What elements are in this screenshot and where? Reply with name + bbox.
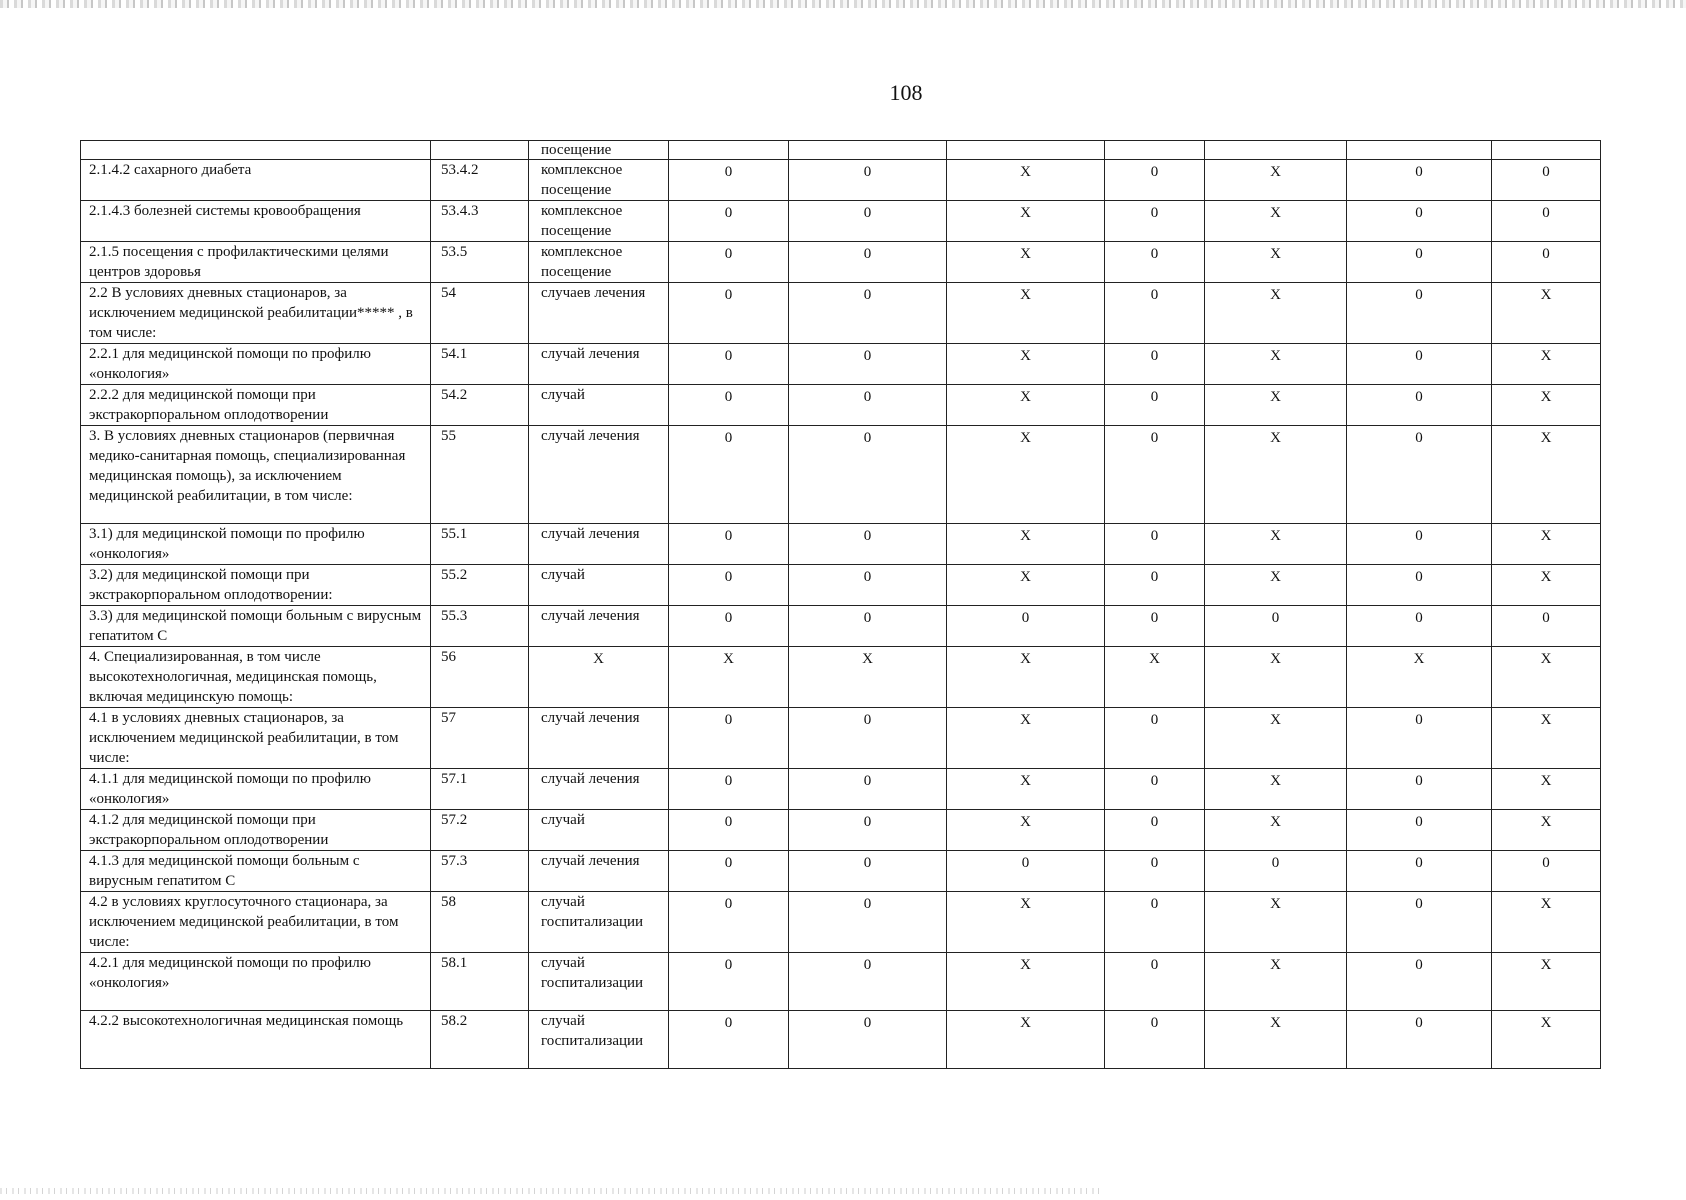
row-value-cell: 0 — [1347, 283, 1492, 344]
row-value-cell: 0 — [1105, 565, 1205, 606]
table-row — [81, 606, 1601, 647]
row-value-cell: X — [947, 565, 1105, 606]
row-value-cell: 0 — [1105, 851, 1205, 892]
row-value-cell: X — [1205, 385, 1347, 426]
row-value-cell: 0 — [669, 606, 789, 647]
row-value-cell: 0 — [669, 242, 789, 283]
row-value-cell: X — [1205, 953, 1347, 1011]
row-unit-cell: случай госпитализации — [529, 953, 669, 1011]
row-value-cell: 0 — [789, 426, 947, 524]
row-value-cell: 0 — [669, 953, 789, 1011]
row-value-cell: X — [947, 769, 1105, 810]
row-value-cell: 0 — [1347, 242, 1492, 283]
row-value-cell: X — [1205, 708, 1347, 769]
row-value-cell: 0 — [1347, 769, 1492, 810]
row-value-cell: X — [947, 201, 1105, 242]
value-cell — [1492, 141, 1601, 160]
row-value-cell: 0 — [1492, 606, 1601, 647]
row-value-cell: 0 — [789, 606, 947, 647]
table-row — [81, 892, 1601, 953]
row-code-cell: 57 — [431, 708, 529, 769]
row-value-cell: 0 — [789, 953, 947, 1011]
row-value-cell: 0 — [669, 1011, 789, 1069]
row-value-cell: X — [669, 647, 789, 708]
row-value-cell: 0 — [789, 344, 947, 385]
row-unit-cell: случай лечения — [529, 344, 669, 385]
row-unit-cell: случай госпитализации — [529, 892, 669, 953]
row-value-cell: 0 — [1105, 953, 1205, 1011]
row-unit-cell: случай лечения — [529, 769, 669, 810]
row-value-cell: X — [947, 242, 1105, 283]
row-name-cell: 4.2 в условиях круглосуточного стационара, за исключением медицинской реабилитации, в том числе: — [81, 892, 431, 953]
table-row — [81, 769, 1601, 810]
row-value-cell: X — [1347, 647, 1492, 708]
row-value-cell: X — [947, 385, 1105, 426]
row-value-cell: 0 — [669, 283, 789, 344]
row-value-cell: X — [1105, 647, 1205, 708]
row-value-cell: 0 — [1105, 160, 1205, 201]
row-value-cell: 0 — [669, 810, 789, 851]
row-value-cell: X — [1492, 1011, 1601, 1069]
value-cell — [1105, 141, 1205, 160]
row-unit-cell: случай лечения — [529, 426, 669, 524]
row-name-cell: 4.1.3 для медицинской помощи больным с вирусным гепатитом С — [81, 851, 431, 892]
row-name-cell: 4.1.2 для медицинской помощи при экстракорпоральном оплодотворении — [81, 810, 431, 851]
row-name-cell: 3.2) для медицинской помощи при экстракорпоральном оплодотворении: — [81, 565, 431, 606]
row-value-cell: X — [789, 647, 947, 708]
row-unit-cell: случай лечения — [529, 851, 669, 892]
row-value-cell: X — [947, 344, 1105, 385]
row-value-cell: 0 — [669, 344, 789, 385]
row-value-cell: 0 — [1347, 344, 1492, 385]
row-value-cell: X — [1492, 344, 1601, 385]
table-row — [81, 242, 1601, 283]
value-cell — [669, 141, 789, 160]
row-value-cell: X — [947, 892, 1105, 953]
row-code-cell: 54 — [431, 283, 529, 344]
row-value-cell: X — [1492, 385, 1601, 426]
row-value-cell: X — [1205, 565, 1347, 606]
row-code-cell: 58.2 — [431, 1011, 529, 1069]
row-value-cell: 0 — [789, 1011, 947, 1069]
row-value-cell: 0 — [1347, 606, 1492, 647]
row-value-cell: 0 — [1347, 708, 1492, 769]
row-value-cell: 0 — [789, 160, 947, 201]
row-value-cell: X — [1492, 708, 1601, 769]
row-value-cell: X — [1492, 647, 1601, 708]
value-cell — [947, 141, 1105, 160]
table-row — [81, 565, 1601, 606]
row-value-cell: X — [1205, 1011, 1347, 1069]
row-value-cell: X — [947, 708, 1105, 769]
row-value-cell: 0 — [1105, 385, 1205, 426]
row-value-cell: 0 — [1347, 1011, 1492, 1069]
row-value-cell: 0 — [789, 565, 947, 606]
row-value-cell: 0 — [789, 892, 947, 953]
row-value-cell: 0 — [669, 524, 789, 565]
row-value-cell: 0 — [789, 242, 947, 283]
row-name-cell: 3. В условиях дневных стационаров (первичная медико-санитарная помощь, специализированная медицинская помощь), за исключением медицинской реабилитации, в том числе: — [81, 426, 431, 524]
row-value-cell: 0 — [1492, 242, 1601, 283]
row-value-cell: 0 — [1105, 708, 1205, 769]
row-value-cell: 0 — [1492, 851, 1601, 892]
row-value-cell: 0 — [1205, 851, 1347, 892]
row-code-cell: 58.1 — [431, 953, 529, 1011]
row-value-cell: 0 — [1347, 201, 1492, 242]
row-value-cell: 0 — [789, 524, 947, 565]
row-value-cell: 0 — [789, 385, 947, 426]
row-value-cell: 0 — [1347, 426, 1492, 524]
row-unit-cell: случай лечения — [529, 606, 669, 647]
row-value-cell: 0 — [669, 565, 789, 606]
row-code-cell: 55.1 — [431, 524, 529, 565]
value-cell — [1205, 141, 1347, 160]
table-row — [81, 851, 1601, 892]
row-value-cell: 0 — [1492, 160, 1601, 201]
row-name-cell: 4. Специализированная, в том числе высокотехнологичная, медицинская помощь, включая медицинскую помощь: — [81, 647, 431, 708]
row-value-cell: 0 — [789, 851, 947, 892]
row-value-cell: 0 — [1105, 524, 1205, 565]
row-value-cell: X — [1205, 242, 1347, 283]
row-value-cell: X — [1492, 565, 1601, 606]
row-value-cell: X — [947, 810, 1105, 851]
row-value-cell: 0 — [1105, 344, 1205, 385]
code-cell — [431, 141, 529, 160]
row-value-cell: 0 — [669, 851, 789, 892]
row-value-cell: 0 — [1347, 524, 1492, 565]
table-row — [81, 344, 1601, 385]
name-cell — [81, 141, 431, 160]
row-unit-cell: случаев лечения — [529, 283, 669, 344]
data-table — [80, 140, 1601, 1069]
table-row — [81, 524, 1601, 565]
row-value-cell: X — [1492, 953, 1601, 1011]
row-value-cell: X — [1492, 892, 1601, 953]
row-name-cell: 4.1.1 для медицинской помощи по профилю «онкология» — [81, 769, 431, 810]
row-value-cell: X — [1492, 769, 1601, 810]
row-value-cell: 0 — [947, 606, 1105, 647]
row-value-cell: X — [1205, 769, 1347, 810]
row-code-cell: 53.4.2 — [431, 160, 529, 201]
row-value-cell: 0 — [669, 385, 789, 426]
row-code-cell: 55.2 — [431, 565, 529, 606]
row-value-cell: X — [947, 647, 1105, 708]
row-value-cell: 0 — [1105, 769, 1205, 810]
row-code-cell: 55 — [431, 426, 529, 524]
row-unit-cell: случай — [529, 565, 669, 606]
row-value-cell: X — [1492, 810, 1601, 851]
row-name-cell: 4.2.1 для медицинской помощи по профилю «онкология» — [81, 953, 431, 1011]
row-value-cell: 0 — [1105, 606, 1205, 647]
row-value-cell: X — [1205, 647, 1347, 708]
row-name-cell: 2.1.5 посещения с профилактическими целями центров здоровья — [81, 242, 431, 283]
row-code-cell: 53.4.3 — [431, 201, 529, 242]
row-value-cell: X — [947, 1011, 1105, 1069]
table-row — [81, 426, 1601, 524]
row-value-cell: 0 — [789, 201, 947, 242]
value-cell — [1347, 141, 1492, 160]
row-value-cell: X — [1205, 201, 1347, 242]
row-value-cell: X — [947, 524, 1105, 565]
unit-cell: посещение — [529, 141, 669, 160]
row-unit-cell: случай — [529, 810, 669, 851]
row-unit-cell: X — [529, 647, 669, 708]
row-value-cell: X — [1205, 810, 1347, 851]
row-value-cell: 0 — [1105, 810, 1205, 851]
row-value-cell: 0 — [669, 892, 789, 953]
row-value-cell: X — [947, 426, 1105, 524]
row-value-cell: 0 — [669, 201, 789, 242]
table-row — [81, 283, 1601, 344]
table-row — [81, 385, 1601, 426]
row-name-cell: 4.2.2 высокотехнологичная медицинская помощь — [81, 1011, 431, 1069]
row-name-cell: 2.2 В условиях дневных стационаров, за исключением медицинской реабилитации***** , в том числе: — [81, 283, 431, 344]
row-value-cell: 0 — [1347, 892, 1492, 953]
row-value-cell: 0 — [669, 769, 789, 810]
row-code-cell: 57.2 — [431, 810, 529, 851]
row-code-cell: 54.1 — [431, 344, 529, 385]
row-value-cell: X — [1205, 283, 1347, 344]
row-code-cell: 56 — [431, 647, 529, 708]
table-row — [81, 647, 1601, 708]
row-unit-cell: случай госпитализации — [529, 1011, 669, 1069]
row-value-cell: 0 — [1105, 892, 1205, 953]
row-value-cell: 0 — [669, 160, 789, 201]
table-row — [81, 708, 1601, 769]
row-code-cell: 57.3 — [431, 851, 529, 892]
row-value-cell: 0 — [1347, 851, 1492, 892]
row-value-cell: 0 — [1105, 1011, 1205, 1069]
row-code-cell: 53.5 — [431, 242, 529, 283]
row-value-cell: 0 — [1105, 242, 1205, 283]
row-value-cell: X — [1205, 524, 1347, 565]
row-value-cell: 0 — [947, 851, 1105, 892]
row-name-cell: 2.2.1 для медицинской помощи по профилю «онкология» — [81, 344, 431, 385]
value-cell — [789, 141, 947, 160]
row-value-cell: 0 — [789, 283, 947, 344]
row-unit-cell: случай — [529, 385, 669, 426]
row-value-cell: 0 — [789, 810, 947, 851]
table-row — [81, 160, 1601, 201]
row-code-cell: 55.3 — [431, 606, 529, 647]
scan-edge-top — [0, 0, 1686, 8]
row-value-cell: 0 — [789, 708, 947, 769]
row-value-cell: X — [1492, 283, 1601, 344]
row-name-cell: 3.1) для медицинской помощи по профилю «онкология» — [81, 524, 431, 565]
row-value-cell: X — [947, 283, 1105, 344]
row-unit-cell: комплексное посещение — [529, 242, 669, 283]
row-value-cell: 0 — [1347, 953, 1492, 1011]
row-value-cell: 0 — [1205, 606, 1347, 647]
row-unit-cell: случай лечения — [529, 524, 669, 565]
row-value-cell: 0 — [1347, 385, 1492, 426]
row-value-cell: X — [1205, 892, 1347, 953]
row-value-cell: X — [1205, 344, 1347, 385]
row-name-cell: 3.3) для медицинской помощи больным с вирусным гепатитом С — [81, 606, 431, 647]
row-value-cell: 0 — [1347, 565, 1492, 606]
row-name-cell: 2.1.4.3 болезней системы кровообращения — [81, 201, 431, 242]
page-number: 108 — [889, 80, 923, 105]
table-row — [81, 953, 1601, 1011]
row-value-cell: 0 — [1492, 201, 1601, 242]
row-name-cell: 2.2.2 для медицинской помощи при экстракорпоральном оплодотворении — [81, 385, 431, 426]
row-value-cell: X — [1205, 160, 1347, 201]
row-code-cell: 58 — [431, 892, 529, 953]
row-value-cell: 0 — [669, 708, 789, 769]
row-value-cell: X — [947, 160, 1105, 201]
row-value-cell: 0 — [1105, 426, 1205, 524]
table-row-continuation — [81, 141, 1601, 160]
table-row — [81, 810, 1601, 851]
scan-edge-bottom — [0, 1188, 1100, 1194]
row-value-cell: X — [1492, 524, 1601, 565]
row-unit-cell: комплексное посещение — [529, 201, 669, 242]
row-value-cell: 0 — [1347, 810, 1492, 851]
row-unit-cell: комплексное посещение — [529, 160, 669, 201]
row-value-cell: X — [1492, 426, 1601, 524]
row-value-cell: 0 — [1347, 160, 1492, 201]
row-value-cell: 0 — [1105, 201, 1205, 242]
row-value-cell: 0 — [789, 769, 947, 810]
table-row — [81, 1011, 1601, 1069]
row-unit-cell: случай лечения — [529, 708, 669, 769]
row-value-cell: X — [1205, 426, 1347, 524]
row-name-cell: 2.1.4.2 сахарного диабета — [81, 160, 431, 201]
row-name-cell: 4.1 в условиях дневных стационаров, за исключением медицинской реабилитации, в том числе: — [81, 708, 431, 769]
row-code-cell: 57.1 — [431, 769, 529, 810]
row-code-cell: 54.2 — [431, 385, 529, 426]
row-value-cell: 0 — [1105, 283, 1205, 344]
table-row — [81, 201, 1601, 242]
row-value-cell: X — [947, 953, 1105, 1011]
row-value-cell: 0 — [669, 426, 789, 524]
